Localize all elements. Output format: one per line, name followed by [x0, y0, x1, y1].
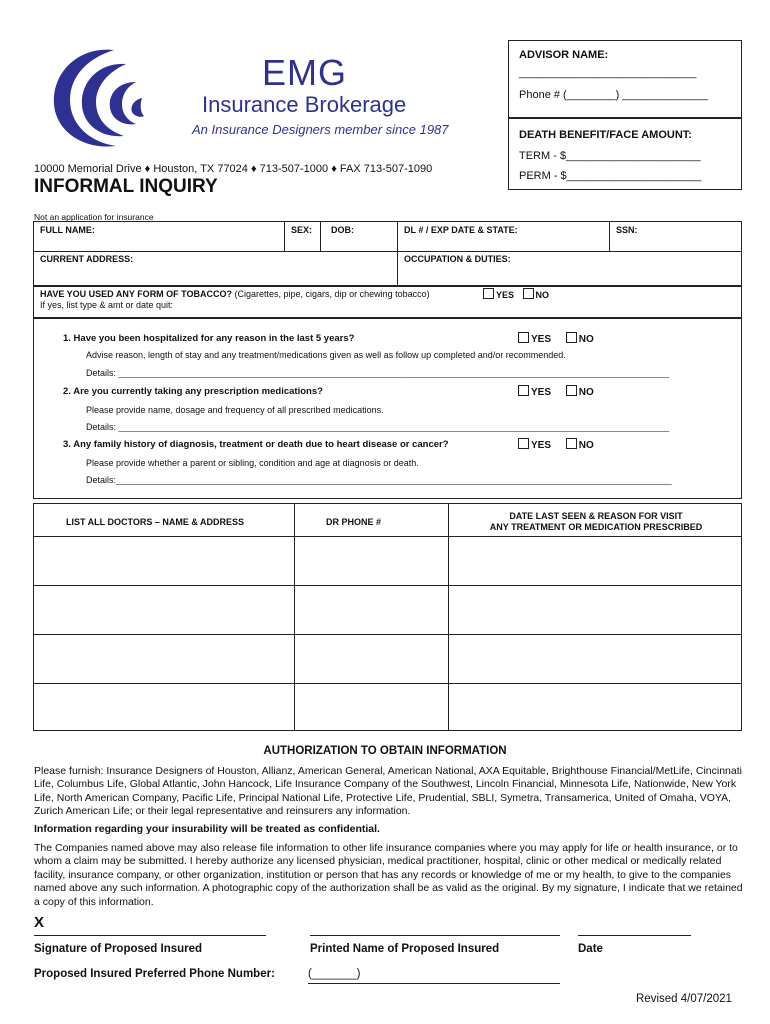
death-benefit-box [508, 118, 742, 190]
confidential-note: Information regarding your insurability will be treated as confidential. [34, 823, 380, 835]
authorization-paragraph-2: The Companies named above may also release file information to other life insurance companies where you may apply for life or health insurance, or to whom a claim may be submitted. I hereby authorize any licensed physician, medical practitioner, hospital, clinic or other medical or medically related facility, insurance company, or other organization, institution or person that has any records or knowledge of me or my health, to give to the companies named above any such information. A photographic copy of the authorization shall be as valid as the original. By my signature, I indicate that we retained a copy of this information. [34, 842, 743, 908]
q2-yes-checkbox[interactable] [518, 385, 529, 396]
q3-yes-label: YES [531, 440, 552, 451]
phone-label: Proposed Insured Preferred Phone Number: [34, 968, 275, 980]
question-1: 1. Have you been hospitalized for any reason in the last 5 years? [63, 333, 355, 344]
tobacco-no-label: NO [535, 290, 550, 300]
dob-field[interactable]: DOB: [331, 225, 354, 235]
signature-label: Signature of Proposed Insured [34, 943, 203, 955]
date-label: Date [578, 943, 603, 955]
question-2: 2. Are you currently taking any prescription medications? [63, 386, 323, 397]
advisor-name-field[interactable]: _____________________________ [519, 67, 697, 79]
q1-yes-label: YES [531, 334, 552, 345]
brand-subtitle: Insurance Brokerage [202, 92, 407, 117]
tobacco-section [33, 286, 742, 318]
q3-instruction: Please provide whether a parent or sibling, condition and age at diagnosis or death. [86, 458, 419, 468]
doctor-row-2[interactable] [34, 586, 743, 634]
q2-no-checkbox[interactable] [566, 385, 577, 396]
brand-tagline: An Insurance Designers member since 1987 [192, 122, 449, 137]
ssn-field[interactable]: SSN: [616, 225, 638, 235]
printed-name-line[interactable] [310, 935, 560, 936]
tobacco-question-detail: (Cigarettes, pipe, cigars, dip or chewing tobacco) [232, 289, 430, 299]
term-amount-field[interactable]: TERM - $______________________ [519, 150, 701, 162]
death-benefit-label: DEATH BENEFIT/FACE AMOUNT: [519, 129, 692, 141]
revised-date: Revised 4/07/2021 [636, 993, 732, 1005]
perm-amount-field[interactable]: PERM - $______________________ [519, 170, 702, 182]
q1-yes-checkbox[interactable] [518, 332, 529, 343]
q1-details-field[interactable]: Details: ______________________________________________________________________________________________________________ [86, 368, 670, 378]
phone-blank[interactable]: (_______) [308, 968, 361, 980]
tobacco-yes-checkbox[interactable] [483, 288, 494, 299]
address-line: 10000 Memorial Drive ♦ Houston, TX 77024 ♦ 713-507-1000 ♦ FAX 713-507-1090 [34, 163, 433, 175]
doctor-row-4[interactable] [34, 684, 743, 731]
tobacco-no-checkbox[interactable] [523, 288, 534, 299]
brand-name: EMG [262, 52, 348, 93]
phone-line[interactable] [308, 983, 560, 984]
current-address-field[interactable]: CURRENT ADDRESS: [40, 254, 134, 264]
q3-yes-checkbox[interactable] [518, 438, 529, 449]
doctor-row-1[interactable] [34, 537, 743, 585]
page-title: INFORMAL INQUIRY [34, 176, 218, 197]
applicant-info-table [33, 221, 742, 286]
q2-details-field[interactable]: Details: ______________________________________________________________________________________________________________ [86, 422, 670, 432]
q1-no-label: NO [578, 334, 594, 345]
signature-x-mark: X [34, 914, 45, 931]
doctor-row-3[interactable] [34, 635, 743, 683]
q2-instruction: Please provide name, dosage and frequency of all prescribed medications. [86, 405, 384, 415]
printed-name-label: Printed Name of Proposed Insured [310, 943, 500, 955]
q2-yes-label: YES [531, 387, 552, 398]
health-questions-section [33, 318, 742, 499]
q3-details-field[interactable]: Details:_______________________________________________________________________________________________________________ [86, 475, 672, 485]
occupation-field[interactable]: OCCUPATION & DUTIES: [404, 254, 511, 264]
dl-field[interactable]: DL # / EXP DATE & STATE: [404, 225, 518, 235]
doctors-col-visit-header-1: DATE LAST SEEN & REASON FOR VISIT [509, 511, 683, 521]
question-3: 3. Any family history of diagnosis, treatment or death due to heart disease or cancer? [63, 439, 449, 450]
advisor-name-label: ADVISOR NAME: [519, 49, 609, 61]
tobacco-yes-label: YES [496, 290, 515, 300]
q2-no-label: NO [578, 387, 594, 398]
q3-no-checkbox[interactable] [566, 438, 577, 449]
doctors-col-phone-header: DR PHONE # [326, 517, 382, 527]
signature-line[interactable] [34, 935, 266, 936]
full-name-field[interactable]: FULL NAME: [40, 225, 95, 235]
doctors-col-visit-header-2: ANY TREATMENT OR MEDICATION PRESCRIBED [489, 522, 703, 532]
date-line[interactable] [578, 935, 691, 936]
q1-no-checkbox[interactable] [566, 332, 577, 343]
advisor-phone-field[interactable]: Phone # (________) ______________ [519, 89, 709, 101]
not-application-note: Not an application for insurance [34, 212, 154, 222]
authorization-paragraph-1: Please furnish: Insurance Designers of Houston, Allianz, American General, American National, AXA Equitable, Brighthouse Financial/MetLife, Cincinnati Life, Columbus Life, Global Atlantic, John Hancock, Life Insurance Company of the Southwest, Lincoln Financial, Minnesota Life, Nationwide, New York Life, North American Company, Pacific Life, Principal National Life, Protective Life, Prudential, SBLI, Symetra, Transamerica, United of Omaha, VOYA, Zurich American Life; or their legal representative and reinsurers any information. [34, 765, 742, 818]
tobacco-followup-field[interactable]: If yes, list type & amt or date quit: [40, 300, 174, 310]
q1-instruction: Advise reason, length of stay and any treatment/medications given as well as follow up completed and/or recommended. [86, 350, 566, 360]
doctors-table [33, 503, 742, 731]
authorization-heading: AUTHORIZATION TO OBTAIN INFORMATION [263, 745, 507, 757]
emg-logo-icon [44, 42, 184, 152]
q3-no-label: NO [578, 440, 594, 451]
tobacco-question: HAVE YOU USED ANY FORM OF TOBACCO? [40, 289, 233, 299]
advisor-box [508, 40, 742, 118]
doctors-col-name-header: LIST ALL DOCTORS – NAME & ADDRESS [66, 517, 245, 527]
sex-field[interactable]: SEX: [291, 225, 313, 235]
